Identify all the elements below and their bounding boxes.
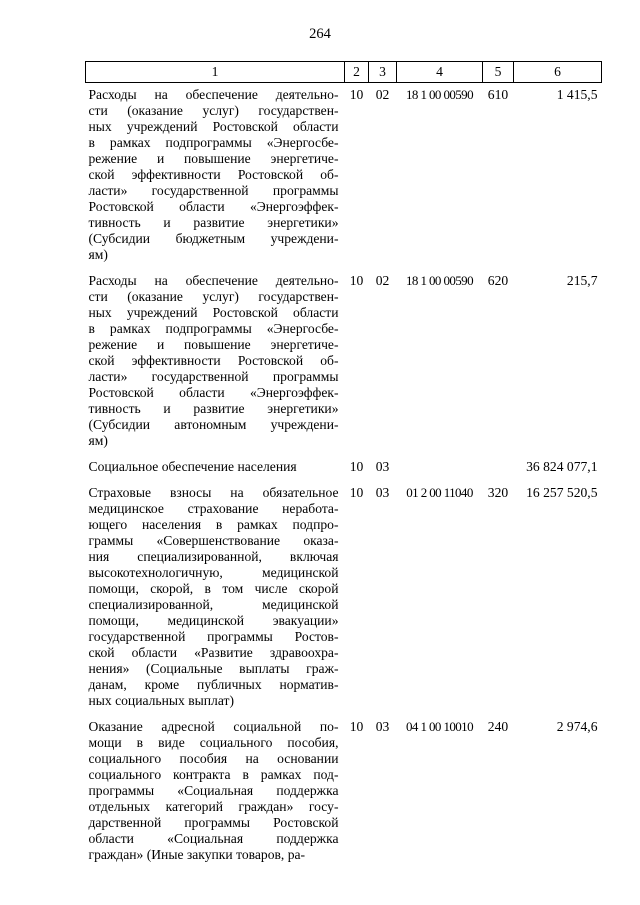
header-cell-6: 6 [514, 62, 602, 83]
description-line: Ростовской области «Энергоэффек- [88, 385, 339, 400]
row-target-code: 18 1 00 00590 [406, 273, 473, 288]
row-subsection-code: 02 [375, 273, 390, 288]
row-target-code: 01 2 00 11040 [406, 485, 473, 500]
row-target-code: 04 1 00 10010 [406, 719, 473, 734]
description-line: помощи, медицинской эвакуации» [88, 613, 339, 628]
description-line: области «Социальная поддержка [88, 831, 339, 846]
description-line: Ростовской области «Энергоэффек- [88, 199, 339, 214]
row-expense-type-code: 320 [487, 485, 509, 500]
description-line: ния специализированной, включая [88, 549, 339, 564]
description-line: дарственной программы Ростовской [88, 815, 339, 830]
description-line: граждан» (Иные закупки товаров, ра- [88, 847, 306, 862]
row-amount: 215,7 [566, 273, 598, 288]
description-line: ласти» государственной программы [88, 369, 339, 384]
row-amount: 2 974,6 [556, 719, 598, 734]
description-line: Оказание адресной социальной по- [88, 719, 339, 734]
header-cell-2: 2 [345, 62, 369, 83]
row-description [86, 455, 345, 481]
description-line: (Субсидии бюджетным учреждени- [88, 231, 339, 246]
description-line: граммы «Совершенствование оказа- [88, 533, 339, 548]
description-line: ных учреждений Ростовской области [88, 119, 339, 134]
row-expense-type-code: 240 [487, 719, 509, 734]
row-target-code [397, 455, 483, 481]
description-line: мощи в виде социального пособия, [88, 735, 339, 750]
row-subsection-code: 03 [375, 485, 390, 500]
row-target-code: 18 1 00 00590 [406, 87, 473, 102]
description-line: высокотехнологичную, медицинской [88, 565, 339, 580]
description-line: данам, кроме публичных норматив- [88, 677, 339, 692]
table-row [86, 83, 602, 270]
description-line: в рамках подпрограммы «Энергосбе- [88, 321, 339, 336]
description-line: медицинское страхование неработа- [88, 501, 339, 516]
description-line: тивность и развитие энергетики» [88, 215, 339, 230]
description-line: государственной программы Ростов- [88, 629, 339, 644]
description-line: Страховые взносы на обязательное [88, 485, 339, 500]
description-line: (Субсидии автономным учреждени- [88, 417, 339, 432]
description-line: помощи, скорой, в том числе скорой [88, 581, 339, 596]
row-section-code: 10 [349, 459, 364, 474]
description-line: ям) [88, 433, 108, 448]
row-expense-type-code: 610 [487, 87, 509, 102]
description-line: Социальное обеспечение населения [88, 459, 297, 474]
table-row [86, 481, 602, 715]
table-row [86, 269, 602, 455]
row-description [86, 481, 345, 715]
description-line: нения» (Социальные выплаты граж- [88, 661, 339, 676]
row-amount: 16 257 520,5 [526, 485, 598, 500]
description-line: социального пособия на основании [88, 751, 339, 766]
row-description [86, 715, 345, 869]
row-section-code: 10 [349, 87, 364, 102]
description-line: Расходы на обеспечение деятельно- [88, 273, 339, 288]
row-subsection-code: 03 [375, 459, 390, 474]
row-expense-type-code [483, 455, 514, 481]
description-line: сти (оказание услуг) государствен- [88, 103, 339, 118]
description-line: ской эффективности Ростовской об- [88, 353, 339, 368]
description-line: режение и повышение энергетиче- [88, 337, 339, 352]
description-line: специализированной, медицинской [88, 597, 339, 612]
row-amount: 1 415,5 [556, 87, 598, 102]
description-line: ных социальных выплат) [88, 693, 234, 708]
description-line: сти (оказание услуг) государствен- [88, 289, 339, 304]
header-cell-1: 1 [86, 62, 345, 83]
description-line: режение и повышение энергетиче- [88, 151, 339, 166]
description-line: социального контракта в рамках под- [88, 767, 339, 782]
table-row [86, 715, 602, 869]
description-line: ласти» государственной программы [88, 183, 339, 198]
header-cell-4: 4 [397, 62, 483, 83]
row-section-code: 10 [349, 273, 364, 288]
description-line: ных учреждений Ростовской области [88, 305, 339, 320]
row-description [86, 269, 345, 455]
description-line: тивность и развитие энергетики» [88, 401, 339, 416]
description-line: ющего населения в рамках подпро- [88, 517, 339, 532]
description-line: ям) [88, 247, 108, 262]
description-line: отдельных категорий граждан» госу- [88, 799, 339, 814]
row-amount: 36 824 077,1 [526, 459, 598, 474]
row-section-code: 10 [349, 485, 364, 500]
description-line: ской эффективности Ростовской об- [88, 167, 339, 182]
description-line: программы «Социальная поддержка [88, 783, 339, 798]
row-description [86, 83, 345, 270]
description-line: ской области «Развитие здравоохра- [88, 645, 339, 660]
row-section-code: 10 [349, 719, 364, 734]
description-line: Расходы на обеспечение деятельно- [88, 87, 339, 102]
row-expense-type-code: 620 [487, 273, 509, 288]
page-number: 264 [309, 26, 331, 42]
row-subsection-code: 03 [375, 719, 390, 734]
table-row [86, 455, 602, 481]
table-header-row [86, 62, 602, 83]
budget-table [85, 61, 602, 869]
row-subsection-code: 02 [375, 87, 390, 102]
header-cell-5: 5 [483, 62, 514, 83]
description-line: в рамках подпрограммы «Энергосбе- [88, 135, 339, 150]
header-cell-3: 3 [369, 62, 397, 83]
